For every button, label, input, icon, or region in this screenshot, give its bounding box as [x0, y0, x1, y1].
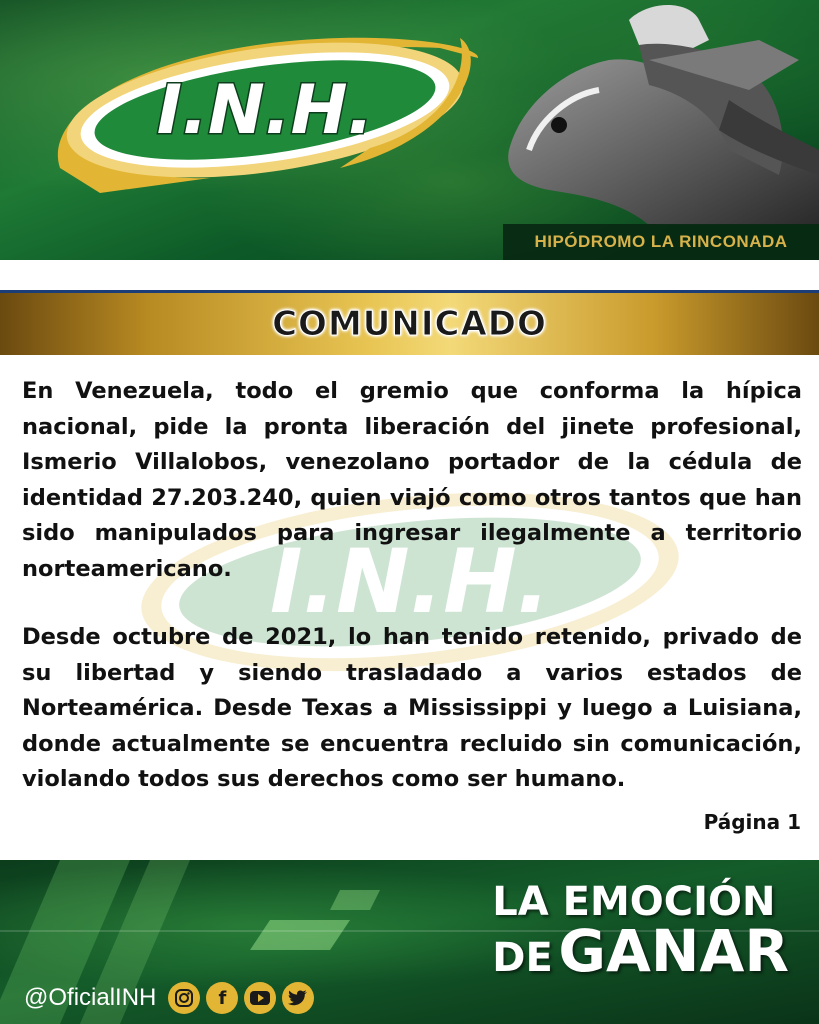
youtube-icon[interactable]	[244, 982, 276, 1014]
paragraph-2: Desde octubre de 2021, lo han tenido retenido, privado de su libertad y siendo trasladado a varios estados de Norteamérica. Desde Texas a Mississippi y luego a Luisiana, donde actualmente se encuentra recluido sin comunicación, violando todos sus derechos como ser humano.	[22, 624, 802, 793]
svg-text:I.N.H.: I.N.H.	[269, 530, 551, 633]
paragraph-1: En Venezuela, todo el gremio que conforma la hípica nacional, pide la pronta liberación del jinete profesional, Ismerio Villalobos, venezolano portador de la cédula de identidad 27.203.240, quien viajó como otros tantos que han sido manipulados para ingresar ilegalmente a territorio norteamericano.	[22, 378, 802, 582]
slogan-line-2b: GANAR	[558, 917, 789, 985]
slogan-line-1: LA EMOCIÓN	[492, 879, 776, 925]
title-bar	[0, 290, 819, 355]
logo-text: I.N.H.	[156, 71, 374, 150]
inh-logo	[40, 18, 490, 203]
venue-label: HIPÓDROMO LA RINCONADA	[503, 224, 819, 260]
instagram-icon[interactable]	[168, 982, 200, 1014]
communique-body	[0, 352, 819, 860]
jockey-horse-image	[499, 0, 819, 225]
footer-banner	[0, 860, 819, 1024]
social-row	[24, 982, 314, 1014]
slogan-line-2a: DE	[492, 935, 553, 981]
header-banner	[0, 0, 819, 260]
facebook-icon[interactable]: f	[206, 982, 238, 1014]
slogan	[492, 879, 789, 985]
social-handle[interactable]: @OficialINH	[24, 984, 157, 1011]
twitter-icon[interactable]	[282, 982, 314, 1014]
page-title: COMUNICADO	[272, 304, 547, 344]
page-number: Página 1	[703, 810, 801, 834]
